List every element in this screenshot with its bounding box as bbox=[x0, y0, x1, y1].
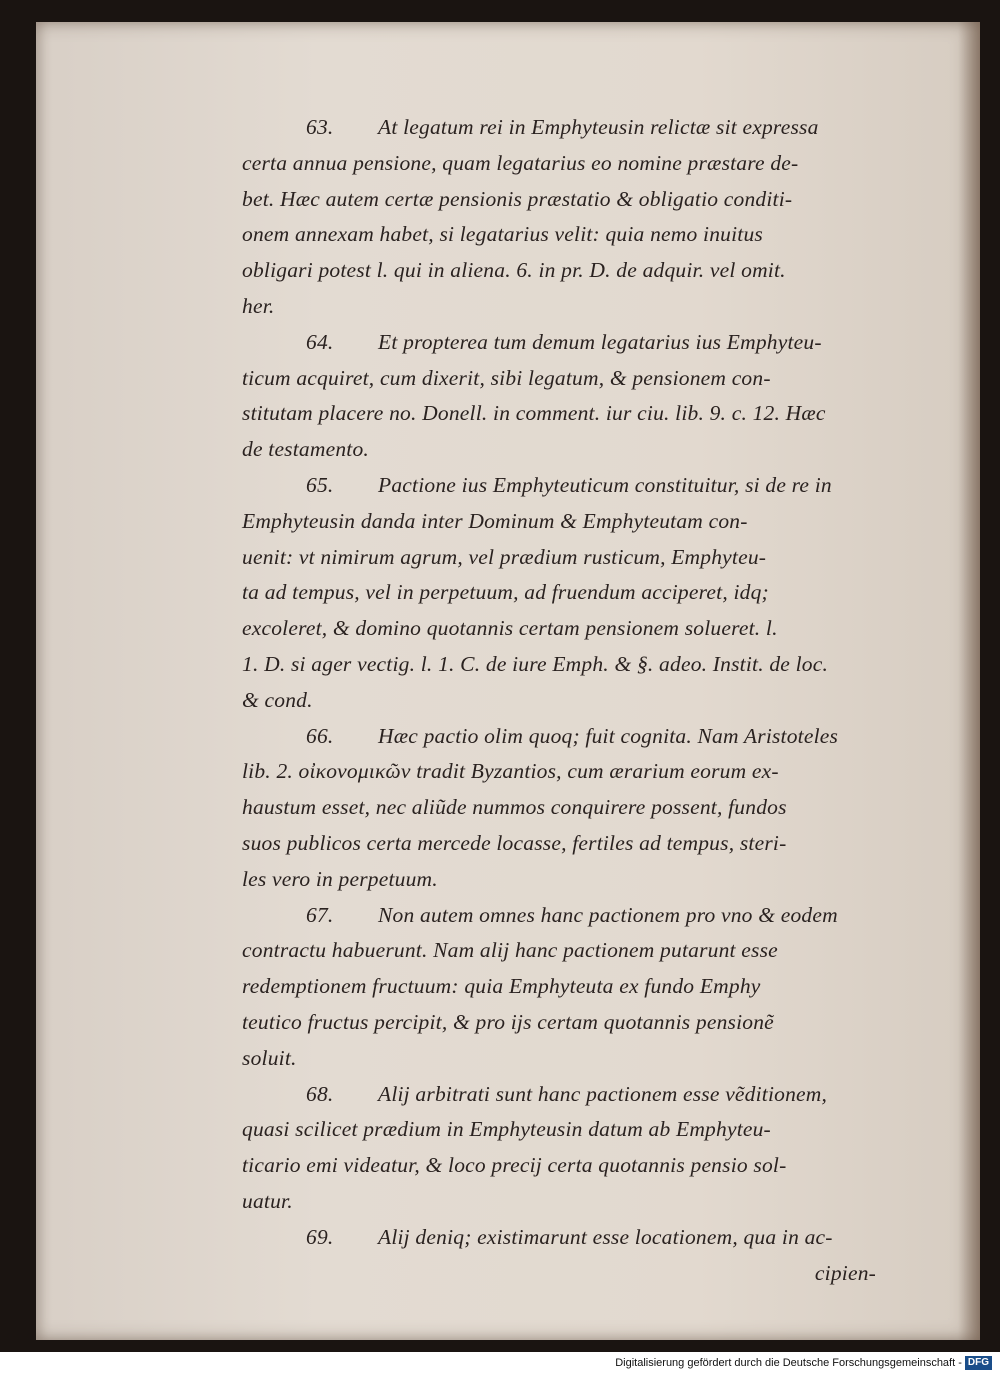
text-line: Emphyteusin danda inter Dominum & Emphyteutam con- bbox=[242, 508, 748, 533]
text-line: les vero in perpetuum. bbox=[242, 866, 438, 891]
text-line: haustum esset, nec aliũde nummos conquirere possent, fundos bbox=[242, 795, 787, 820]
text-line: quasi scilicet prædium in Emphyteusin datum ab Emphyteu- bbox=[242, 1117, 771, 1142]
text-line: redemptionem fructuum: quia Emphyteuta ex fundo Emphy bbox=[242, 974, 761, 999]
text-line: lib. 2. οἰκονομικῶν tradit Byzantios, cum ærarium eorum ex- bbox=[242, 759, 779, 784]
text-line: 65. Pactione ius Emphyteuticum constituitur, si de re in bbox=[242, 468, 942, 504]
text-line: onem annexam habet, si legatarius velit: quia nemo inuitus bbox=[242, 222, 763, 247]
text-line: uatur. bbox=[242, 1188, 293, 1213]
text-line: teutico fructus percipit, & pro ijs certam quotannis pensionẽ bbox=[242, 1009, 774, 1034]
text-line: obligari potest l. qui in aliena. 6. in pr. D. de adquir. vel omit. bbox=[242, 258, 786, 283]
text-line: ticario emi videatur, & loco precij certa quotannis pensio sol- bbox=[242, 1153, 787, 1178]
text-line: uenit: vt nimirum agrum, vel prædium rusticum, Emphyteu- bbox=[242, 544, 767, 569]
text-line: de testamento. bbox=[242, 437, 369, 462]
text-line: 68. Alij arbitrati sunt hanc pactionem esse vẽditionem, bbox=[242, 1077, 942, 1113]
text-line: soluit. bbox=[242, 1045, 297, 1070]
text-line: ta ad tempus, vel in perpetuum, ad fruendum acciperet, idq; bbox=[242, 580, 769, 605]
paragraph-63 bbox=[242, 110, 942, 325]
paragraph-64 bbox=[242, 325, 942, 468]
text-line: 1. D. si ager vectig. l. 1. C. de iure Emph. & §. adeo. Instit. de loc. bbox=[242, 651, 829, 676]
text-line: 69. Alij deniq; existimarunt esse locationem, qua in ac- bbox=[242, 1220, 942, 1256]
paragraph-number: 69. bbox=[306, 1224, 334, 1249]
text-line: 66. Hæc pactio olim quoq; fuit cognita. Nam Aristoteles bbox=[242, 719, 942, 755]
paragraph-number: 67. bbox=[306, 902, 334, 927]
footer-bar bbox=[0, 1352, 1000, 1374]
paragraph-65 bbox=[242, 468, 942, 719]
text-line: stitutam placere no. Donell. in comment. iur ciu. lib. 9. c. 12. Hæc bbox=[242, 401, 826, 426]
text-line: bet. Hæc autem certæ pensionis præstatio & obligatio conditi- bbox=[242, 186, 793, 211]
page-text bbox=[242, 110, 942, 1291]
paragraph-68 bbox=[242, 1077, 942, 1220]
paragraph-67 bbox=[242, 898, 942, 1077]
text-line: contractu habuerunt. Nam alij hanc pactionem putarunt esse bbox=[242, 938, 778, 963]
footer-credit: Digitalisierung gefördert durch die Deutsche Forschungsgemeinschaft - bbox=[615, 1357, 962, 1369]
text-line: excoleret, & domino quotannis certam pensionem solueret. l. bbox=[242, 616, 778, 641]
paragraph-number: 64. bbox=[306, 329, 334, 354]
dfg-logo: DFG bbox=[965, 1356, 992, 1370]
text-line: suos publicos certa mercede locasse, fertiles ad tempus, steri- bbox=[242, 830, 787, 855]
paragraph-number: 66. bbox=[306, 723, 334, 748]
paragraph-number: 63. bbox=[306, 115, 334, 139]
text-line: 64. Et propterea tum demum legatarius ius Emphyteu- bbox=[242, 325, 942, 361]
text-line: certa annua pensione, quam legatarius eo nomine præstare de- bbox=[242, 150, 799, 175]
text-line: 67. Non autem omnes hanc pactionem pro vno & eodem bbox=[242, 898, 942, 934]
paragraph-66 bbox=[242, 719, 942, 898]
text-line: ticum acquiret, cum dixerit, sibi legatum, & pensionem con- bbox=[242, 365, 771, 390]
paragraph-number: 65. bbox=[306, 472, 334, 497]
paragraph-number: 68. bbox=[306, 1081, 334, 1106]
page-edge-shadow bbox=[958, 22, 980, 1340]
text-line: & cond. bbox=[242, 687, 313, 712]
text-line: 63. At legatum rei in Emphyteusin relictæ sit expressa bbox=[242, 110, 942, 146]
catchword: cipien- bbox=[814, 1260, 876, 1285]
text-line: her. bbox=[242, 293, 275, 318]
paragraph-69 bbox=[242, 1220, 942, 1256]
